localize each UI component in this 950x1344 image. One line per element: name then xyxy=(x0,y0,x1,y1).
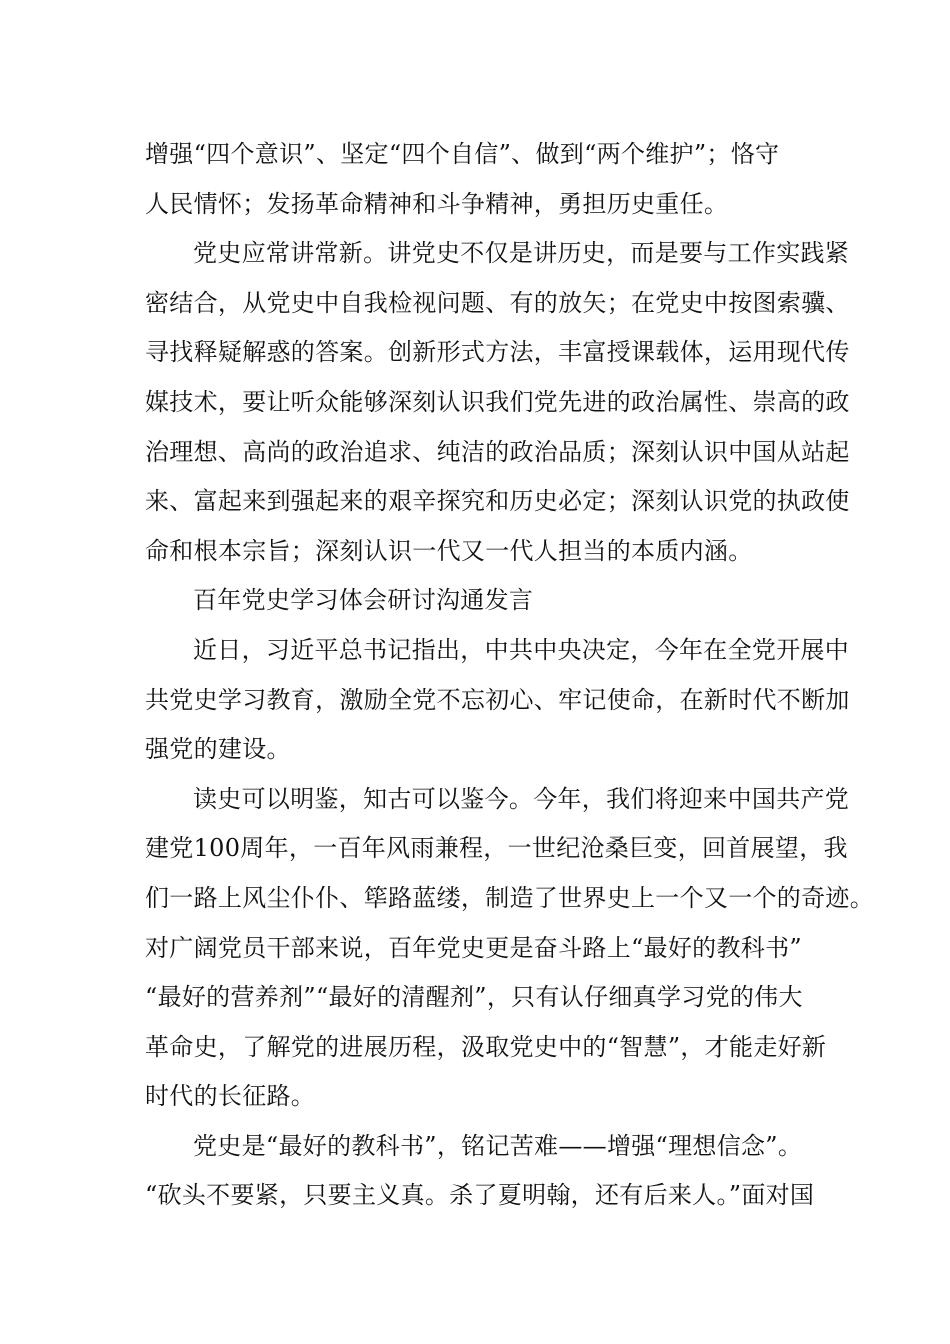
paragraph-start-line: 党史是“最好的教科书”，铭记苦难——增强“理想信念”。 xyxy=(193,1131,803,1160)
text-line: 对广阔党员干部来说，百年党史更是奋斗路上“最好的教科书” xyxy=(145,933,802,962)
text-line: 治理想、高尚的政治追求、纯洁的政治品质；深刻认识中国从站起 xyxy=(145,437,850,466)
paragraph-start-line: 近日，习近平总书记指出，中共中央决定，今年在全党开展中 xyxy=(193,635,850,664)
paragraph-start-line: 党史应常讲常新。讲党史不仅是讲历史，而是要与工作实践紧 xyxy=(193,239,850,268)
text-line: 媒技术，要让听众能够深刻认识我们党先进的政治属性、崇高的政 xyxy=(145,387,850,416)
text-line: 时代的长征路。 xyxy=(145,1082,316,1111)
text-line: 增强“四个意识”、坚定“四个自信”、做到“两个维护”；恪守 xyxy=(145,140,780,168)
text-line: 人民情怀；发扬革命精神和斗争精神，勇担历史重任。 xyxy=(145,189,729,218)
text-line: 密结合，从党史中自我检视问题、有的放矢；在党史中按图索骥、 xyxy=(145,288,850,317)
text-line: 共党史学习教育，激励全党不忘初心、牢记使命，在新时代不断加 xyxy=(145,685,850,714)
section-heading: 百年党史学习体会研讨沟通发言 xyxy=(193,586,534,615)
text-line: 建党100周年，一百年风雨兼程，一世纪沧桑巨变，回首展望，我 xyxy=(145,834,848,863)
text-line: 革命史，了解党的进展历程，汲取党史中的“智慧”，才能走好新 xyxy=(145,1032,827,1061)
text-line: 命和根本宗旨；深刻认识一代又一代人担当的本质内涵。 xyxy=(145,536,753,565)
document-body xyxy=(145,130,874,1221)
text-line: 来、富起来到强起来的艰辛探究和历史必定；深刻认识党的执政使 xyxy=(145,487,850,516)
text-line: 强党的建设。 xyxy=(145,735,291,764)
text-line: 们一路上风尘仆仆、筚路蓝缕，制造了世界史上一个又一个的奇迹。 xyxy=(145,883,874,912)
paragraph-start-line: 读史可以明鉴，知古可以鉴今。今年，我们将迎来中国共产党 xyxy=(193,784,850,813)
text-line: “最好的营养剂”“最好的清醒剂”，只有认仔细真学习党的伟大 xyxy=(145,983,803,1012)
text-line: “砍头不要紧，只要主义真。杀了夏明翰，还有后来人。”面对国 xyxy=(145,1181,815,1210)
text-line: 寻找释疑解惑的答案。创新形式方法，丰富授课载体，运用现代传 xyxy=(145,338,850,367)
